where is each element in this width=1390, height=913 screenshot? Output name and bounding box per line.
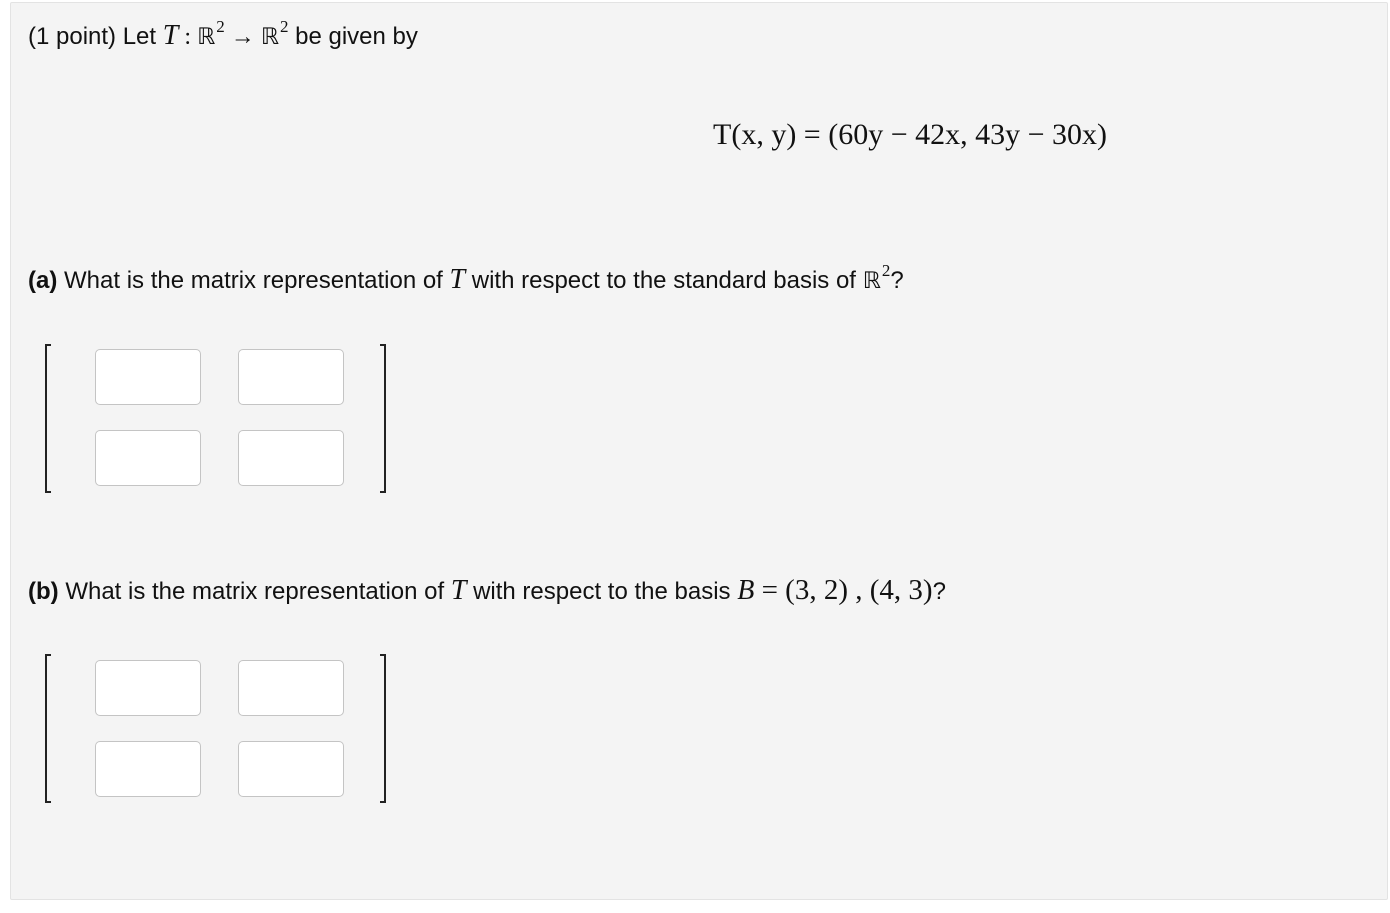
matrix-b-cell-1-2[interactable]: [238, 660, 344, 716]
matrix-b-right-bracket: [380, 654, 386, 803]
question-b-text-2: with respect to the basis: [466, 578, 738, 605]
matrix-a-cell-1-1[interactable]: [95, 349, 201, 405]
question-a-label: (a): [28, 267, 58, 294]
intro-colon: :: [178, 24, 197, 50]
question-b-equals: =: [754, 574, 786, 606]
matrix-a-left-bracket: [45, 344, 51, 493]
intro-suffix: be given by: [288, 23, 418, 50]
matrix-a-cell-2-2[interactable]: [238, 430, 344, 486]
question-a-space-exponent: 2: [881, 261, 891, 280]
intro-domain-exponent: 2: [216, 17, 225, 36]
matrix-b-left-bracket: [45, 654, 51, 803]
problem-panel: [10, 2, 1388, 900]
intro-arrow: →: [224, 24, 261, 50]
matrix-b-cell-2-2[interactable]: [238, 741, 344, 797]
matrix-b-cell-1-1[interactable]: [95, 660, 201, 716]
question-b-label: (b): [28, 578, 59, 605]
intro-prefix: (1 point) Let: [28, 23, 163, 50]
question-b-end: ?: [932, 578, 946, 605]
question-a-space-symbol: ℝ: [862, 268, 881, 294]
question-a: [28, 261, 904, 296]
intro-codomain-exponent: 2: [279, 17, 289, 36]
question-b: [28, 574, 946, 607]
question-b-text: What is the matrix representation of: [58, 578, 451, 605]
intro-transform-symbol: T: [162, 20, 179, 51]
intro-codomain-symbol: ℝ: [260, 24, 279, 50]
question-a-transform-symbol: T: [449, 264, 466, 295]
question-a-text: What is the matrix representation of: [57, 267, 450, 294]
question-b-basis-symbol: B: [737, 575, 755, 606]
problem-intro: [28, 17, 418, 52]
matrix-a-cell-1-2[interactable]: [238, 349, 344, 405]
question-a-text-2: with respect to the standard basis of: [465, 267, 863, 294]
question-a-end: ?: [890, 267, 904, 294]
matrix-a-cell-2-1[interactable]: [95, 430, 201, 486]
transform-formula: T(x, y) = (60y − 42x, 43y − 30x): [713, 118, 1108, 151]
question-b-transform-symbol: T: [450, 575, 467, 606]
matrix-a-right-bracket: [380, 344, 386, 493]
matrix-b-cell-2-1[interactable]: [95, 741, 201, 797]
question-b-basis-vectors: (3, 2) , (4, 3): [785, 574, 933, 606]
intro-domain-symbol: ℝ: [197, 24, 216, 50]
